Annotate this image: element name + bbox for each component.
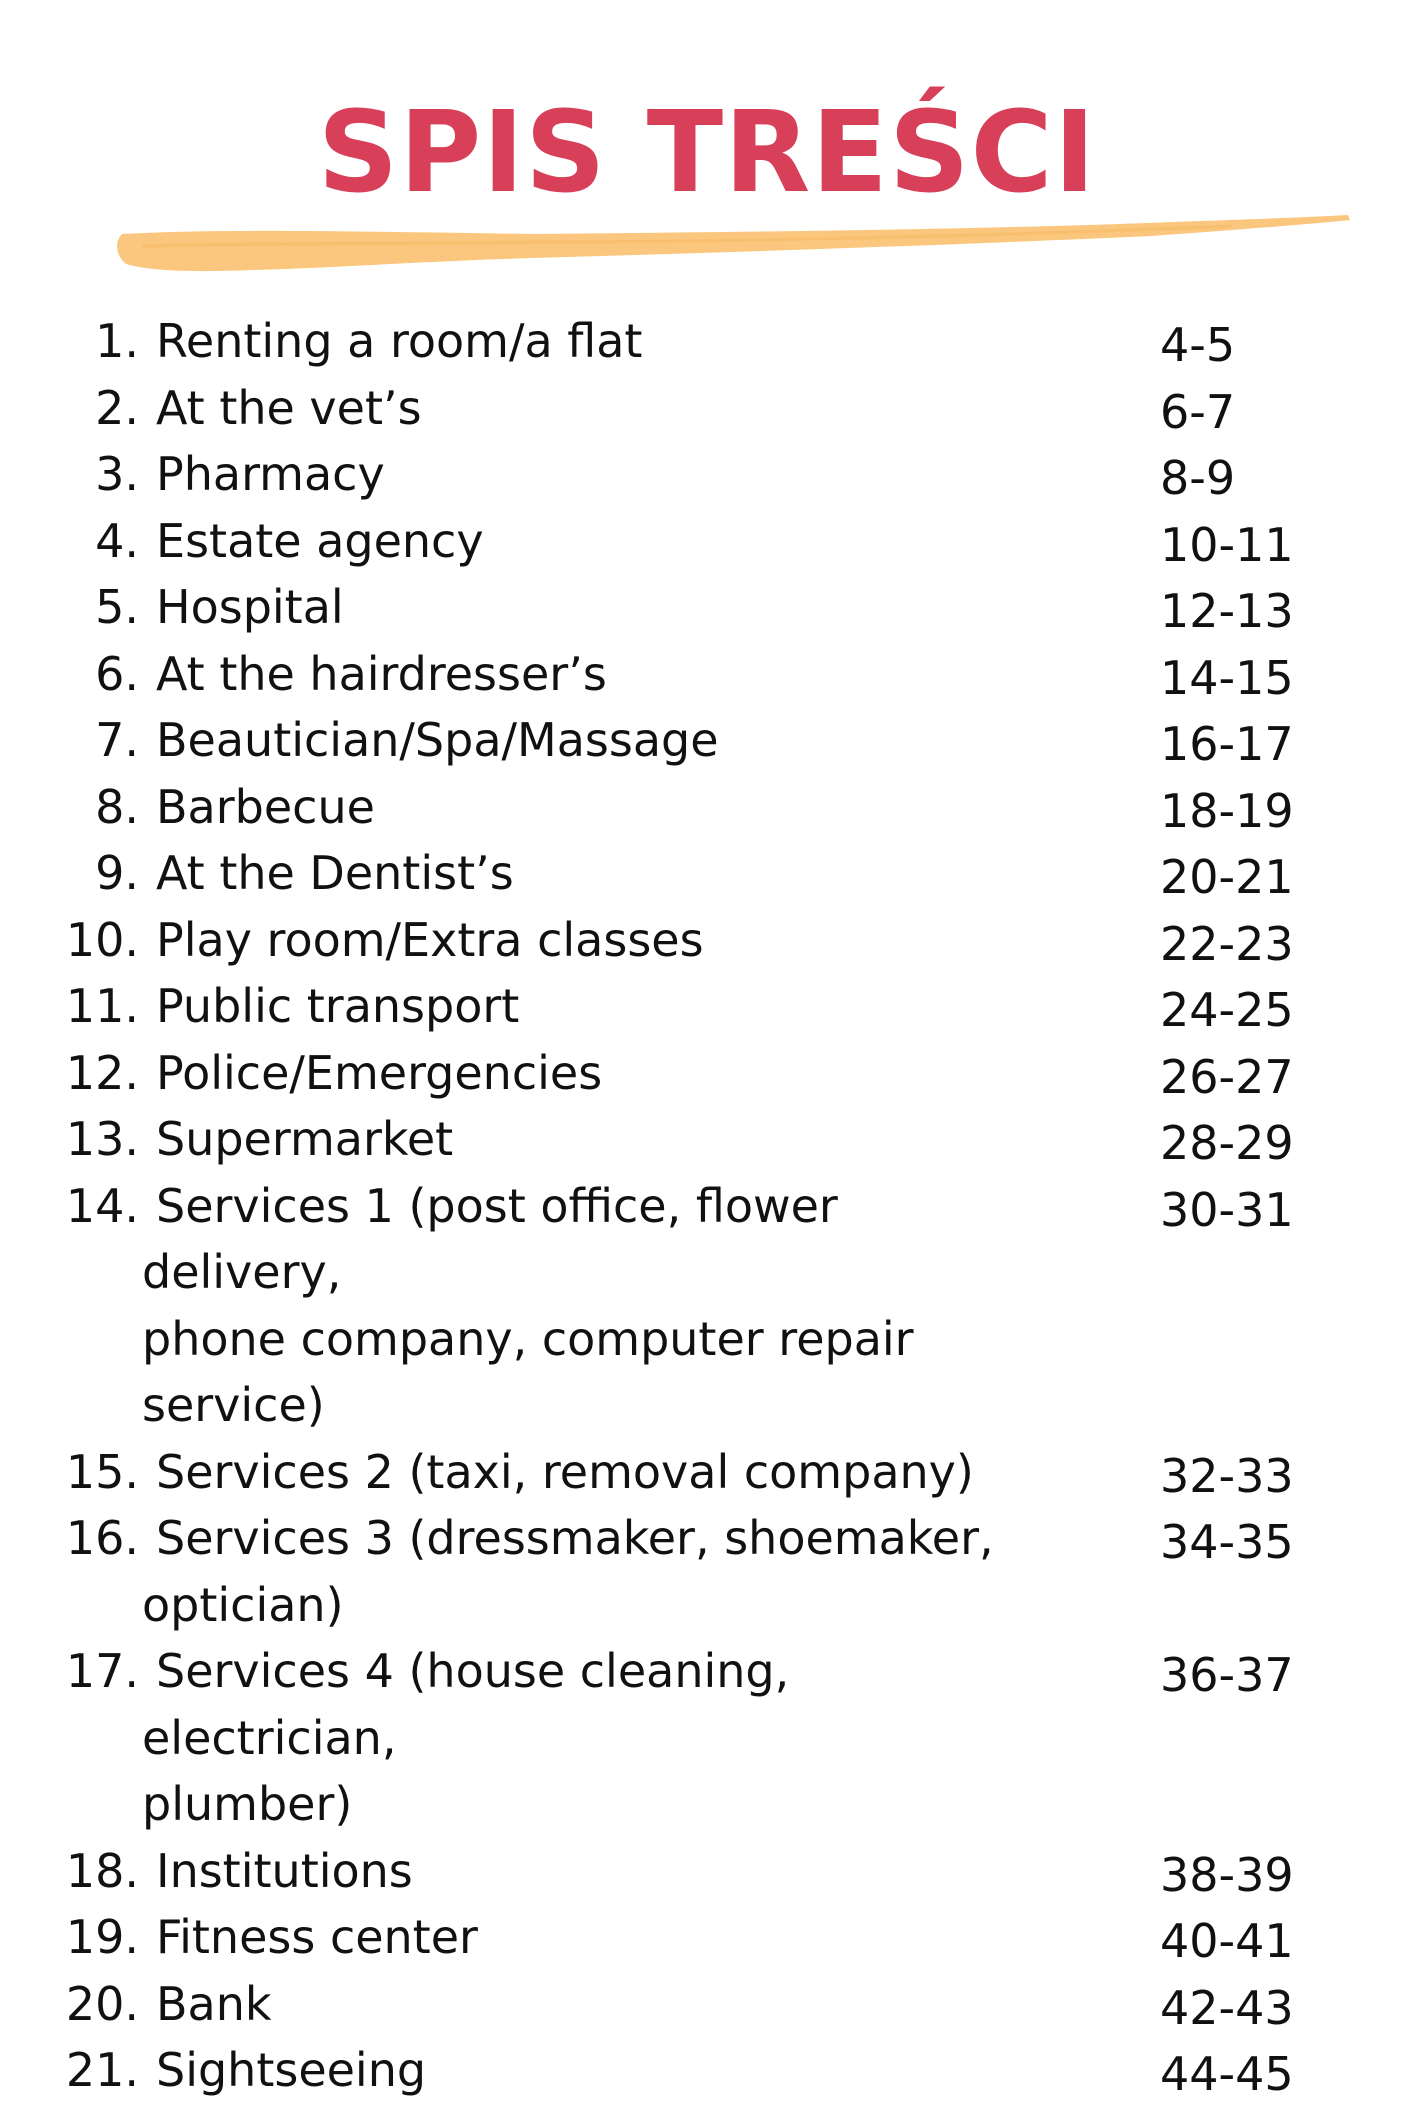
toc-entry-title: Pharmacy bbox=[156, 447, 385, 501]
brush-stroke-divider bbox=[112, 212, 1352, 284]
toc-entry-pages: 24-25 bbox=[1160, 983, 1294, 1037]
toc-entry bbox=[0, 907, 1414, 974]
toc-entry bbox=[0, 1040, 1414, 1107]
toc-entry-number: 15. bbox=[65, 1444, 139, 1499]
toc-entry-title: At the hairdresser’s bbox=[156, 646, 607, 701]
toc-entry-title: Institutions bbox=[156, 1843, 413, 1898]
toc-entry bbox=[0, 1505, 1414, 1638]
toc-entry-pages: 28-29 bbox=[1160, 1116, 1294, 1170]
toc-entry-pages: 12-13 bbox=[1160, 584, 1294, 638]
toc-entry bbox=[0, 1638, 1414, 1838]
toc-entry-number: 11. bbox=[65, 979, 139, 1033]
toc-entry-pages: 14-15 bbox=[1160, 650, 1294, 705]
toc-entry-title: Supermarket bbox=[156, 1112, 454, 1166]
toc-entry-title: Beautician/Spa/Massage bbox=[156, 713, 719, 767]
toc-entry-number: 7. bbox=[95, 713, 139, 767]
toc-entry bbox=[0, 1904, 1414, 1971]
toc-entry-number: 19. bbox=[65, 1910, 139, 1964]
toc-entry-pages: 30-31 bbox=[1160, 1182, 1294, 1237]
toc-entry-number: 18. bbox=[65, 1843, 139, 1898]
toc-entry-number: 14. bbox=[65, 1178, 139, 1233]
toc-entry bbox=[0, 1439, 1414, 1506]
toc-entry-number: 2. bbox=[95, 380, 139, 435]
toc-entry-number: 5. bbox=[95, 580, 139, 634]
toc-entry-pages: 20-21 bbox=[1160, 850, 1294, 904]
toc-entry bbox=[0, 508, 1414, 575]
toc-entry-pages: 6-7 bbox=[1160, 384, 1236, 439]
toc-entry-pages: 22-23 bbox=[1160, 916, 1294, 971]
toc-entry-pages: 36-37 bbox=[1160, 1648, 1294, 1702]
toc-entry-pages: 4-5 bbox=[1160, 318, 1236, 372]
toc-entry bbox=[0, 1173, 1414, 1439]
toc-entry-number: 10. bbox=[65, 912, 139, 967]
toc-entry-number: 13. bbox=[65, 1112, 139, 1166]
toc-entry-number: 8. bbox=[95, 779, 139, 834]
toc-entry bbox=[0, 774, 1414, 841]
toc-entry-title: Renting a room/a flat bbox=[156, 314, 643, 368]
toc-entry bbox=[0, 574, 1414, 641]
toc-entry bbox=[0, 707, 1414, 774]
toc-entry-number: 12. bbox=[65, 1045, 139, 1100]
toc-entry-title: Estate agency bbox=[156, 513, 484, 568]
toc-entry bbox=[0, 840, 1414, 907]
toc-entry-pages: 44-45 bbox=[1160, 2047, 1294, 2101]
toc-entry-pages: 10-11 bbox=[1160, 517, 1294, 572]
toc-entry-title: Services 4 (house cleaning, electrician, plumber) bbox=[142, 1644, 790, 1831]
toc-entry-number: 3. bbox=[95, 447, 139, 501]
table-of-contents bbox=[0, 308, 1414, 2104]
toc-entry bbox=[0, 375, 1414, 442]
toc-entry-title: Public transport bbox=[156, 979, 520, 1033]
toc-entry-title: Services 2 (taxi, removal company) bbox=[156, 1444, 974, 1499]
toc-entry-title: Play room/Extra classes bbox=[156, 912, 704, 967]
toc-entry bbox=[0, 1971, 1414, 2038]
toc-entry-title: Sightseeing bbox=[156, 2043, 427, 2097]
toc-entry-pages: 26-27 bbox=[1160, 1049, 1294, 1104]
toc-entry-title: Police/Emergencies bbox=[156, 1045, 603, 1100]
toc-entry-title: Fitness center bbox=[156, 1910, 478, 1964]
toc-entry-number: 4. bbox=[95, 513, 139, 568]
toc-entry-pages: 40-41 bbox=[1160, 1914, 1294, 1968]
toc-entry-pages: 38-39 bbox=[1160, 1847, 1294, 1902]
toc-entry-title: Barbecue bbox=[156, 779, 375, 834]
toc-entry-title: At the Dentist’s bbox=[156, 846, 514, 900]
toc-entry-number: 16. bbox=[65, 1511, 139, 1565]
toc-entry bbox=[0, 1838, 1414, 1905]
toc-entry-title: Hospital bbox=[156, 580, 344, 634]
toc-entry-pages: 42-43 bbox=[1160, 1980, 1294, 2035]
toc-entry-title: At the vet’s bbox=[156, 380, 422, 435]
toc-entry-number: 20. bbox=[65, 1976, 139, 2031]
toc-entry-title: Services 3 (dressmaker, shoemaker, optician) bbox=[142, 1511, 994, 1632]
toc-entry-title: Bank bbox=[156, 1976, 272, 2031]
toc-entry bbox=[0, 441, 1414, 508]
toc-entry bbox=[0, 1106, 1414, 1173]
toc-entry-number: 6. bbox=[95, 646, 139, 701]
page-title: SPIS TREŚCI bbox=[317, 88, 1097, 218]
toc-entry-number: 21. bbox=[65, 2043, 139, 2097]
toc-entry-pages: 8-9 bbox=[1160, 451, 1236, 505]
toc-entry-number: 17. bbox=[65, 1644, 139, 1698]
toc-entry-title: Services 1 (post office, flower delivery, phone company, computer repair service) bbox=[142, 1178, 914, 1432]
toc-entry-pages: 18-19 bbox=[1160, 783, 1294, 838]
toc-entry-pages: 32-33 bbox=[1160, 1448, 1294, 1503]
toc-entry-number: 1. bbox=[95, 314, 139, 368]
toc-entry bbox=[0, 308, 1414, 375]
toc-entry bbox=[0, 973, 1414, 1040]
toc-entry bbox=[0, 2037, 1414, 2104]
toc-entry-pages: 34-35 bbox=[1160, 1515, 1294, 1569]
toc-entry-pages: 16-17 bbox=[1160, 717, 1294, 771]
toc-entry bbox=[0, 641, 1414, 708]
toc-entry-number: 9. bbox=[95, 846, 139, 900]
